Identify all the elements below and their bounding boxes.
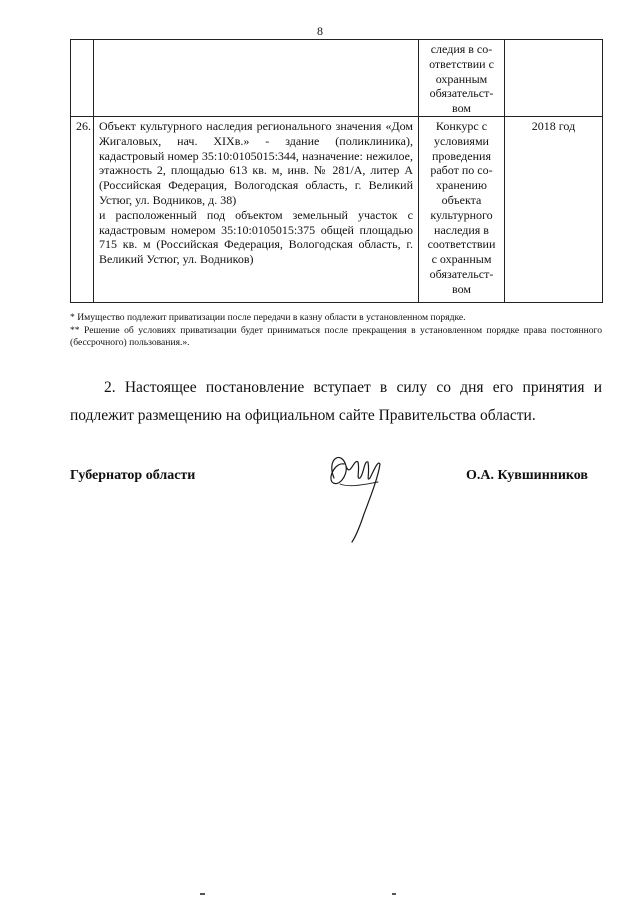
condition-line: с охранным — [431, 252, 492, 267]
signatory-title: Губернатор области — [70, 468, 196, 483]
condition-line: следия в со- — [430, 42, 493, 56]
condition-line: соответствии — [427, 237, 496, 252]
table-row — [71, 116, 603, 302]
object-description-text: Объект культурного наследия регионального значения «Дом Жигаловых, нач. XIXв.» - здание (поликлиника), кадастровый номер 35:10:0105015:344, назначение: нежилое, этажность 2, площадью 613 кв. м, инв. № 281/А, литер А (Российская Федерация, Вологодская область, г. Великий Устюг, ул. Водников, д. 38) — [99, 118, 413, 207]
footnote-1: * Имущество подлежит приватизации после передачи в казну области в установленном порядке. — [70, 312, 466, 323]
condition-line: обязательст- — [429, 86, 494, 101]
condition-line: Конкурс с — [435, 118, 488, 133]
object-description-cell — [94, 40, 419, 117]
scan-mark — [200, 893, 205, 895]
privatization-condition-cell — [419, 40, 505, 117]
privatization-year-cell — [505, 40, 603, 117]
signatory-name: О.А. Кувшинников — [465, 468, 588, 483]
condition-line: хранению — [436, 178, 487, 193]
condition-line: объекта — [441, 192, 482, 207]
condition-line: охранным — [435, 71, 488, 86]
condition-line: работ по со- — [430, 163, 493, 178]
resolution-paragraph: 2. Настоящее постановление вступает в силу со дня его принятия и подлежит размещению на официальном сайте Правительства области. — [70, 379, 602, 424]
condition-line: ответствии с — [429, 56, 494, 71]
table-row — [71, 40, 603, 117]
property-table — [70, 39, 603, 303]
condition-line: культурного — [430, 207, 493, 222]
condition-line: проведения — [432, 148, 491, 163]
page-number: 8 — [317, 24, 323, 38]
handwritten-signature — [320, 448, 390, 548]
privatization-condition-cell — [419, 116, 505, 302]
privatization-year-cell: 2018 год — [505, 116, 603, 302]
scan-mark — [392, 893, 396, 895]
condition-line: вом — [452, 281, 471, 296]
object-description-cell — [94, 116, 419, 302]
footnotes — [70, 312, 602, 350]
condition-line: наследия в — [434, 222, 489, 237]
row-number-cell: 26. — [71, 116, 94, 302]
row-number-cell — [71, 40, 94, 117]
condition-line: вом — [452, 101, 471, 116]
land-plot-description-text: и расположенный под объектом земельный участок с кадастровым номером 35:10:0105015:375 общей площадью 715 кв. м (Российская Федерация, Вологодская область, г. Великий Устюг, ул. Водников) — [99, 207, 413, 267]
footnote-2: ** Решение об условиях приватизации будет приниматься после прекращения в установленном порядке права постоянного (бессрочного) пользования.». — [70, 324, 602, 348]
condition-line: обязательст- — [429, 266, 494, 281]
condition-line: условиями — [434, 133, 489, 148]
